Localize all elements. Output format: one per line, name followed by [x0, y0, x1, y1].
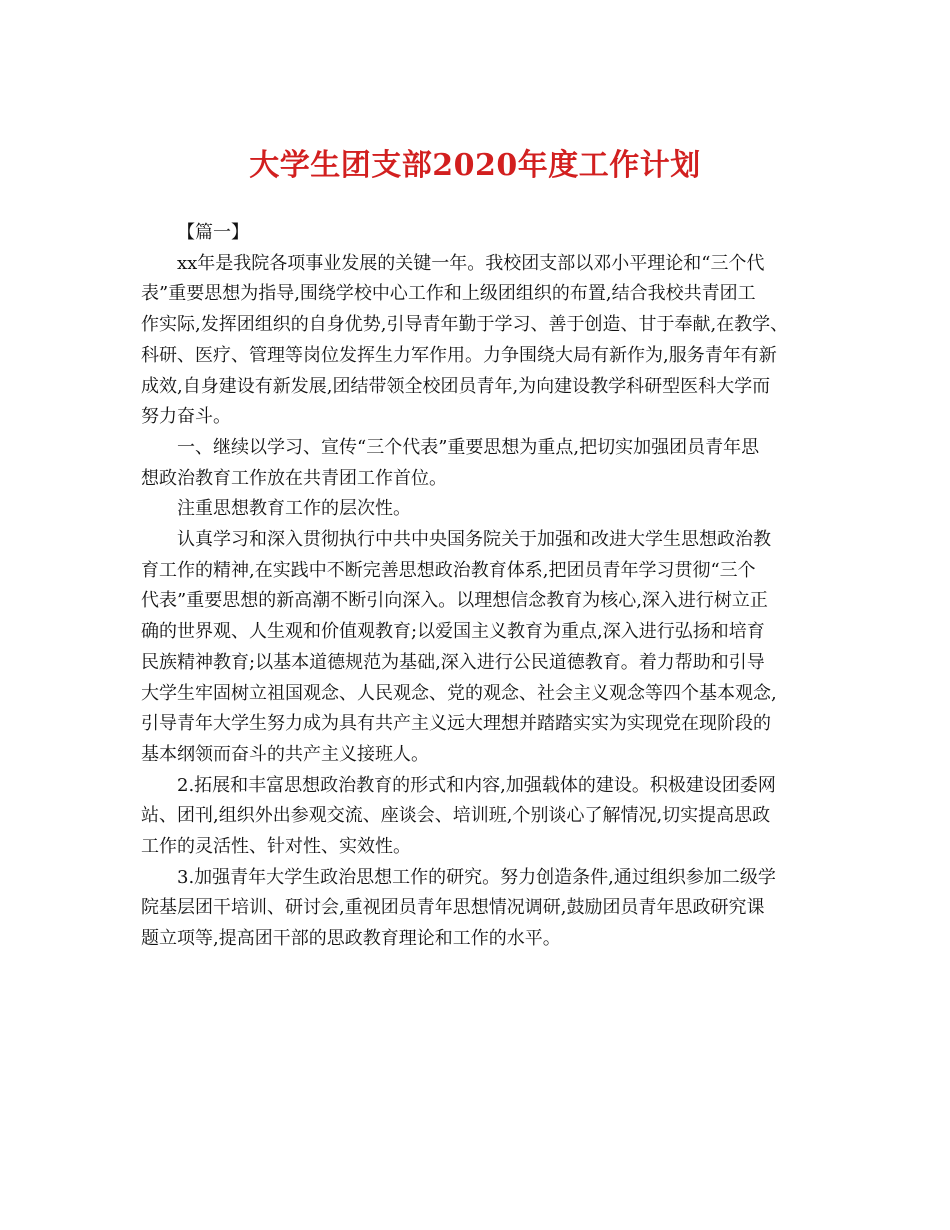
paragraph-line: 育工作的精神,在实践中不断完善思想政治教育体系,把团员青年学习贯彻“三个	[141, 559, 756, 581]
paragraph-line: 工作的灵活性、针对性、实效性。	[141, 836, 411, 858]
paragraph-6	[141, 863, 821, 955]
paragraph-line: 确的世界观、人生观和价值观教育;以爱国主义教育为重点,深入进行弘扬和培育	[141, 621, 765, 643]
paragraph-4	[141, 525, 821, 771]
paragraph-line: 成效,自身建设有新发展,团结带领全校团员青年,为向建设教学科研型医科大学而	[141, 375, 771, 397]
paragraph-line: 注重思想教育工作的层次性。	[177, 498, 411, 520]
paragraph-line: 想政治教育工作放在共青团工作首位。	[141, 467, 447, 489]
paragraph-line: 大学生牢固树立祖国观念、人民观念、党的观念、社会主义观念等四个基本观念,	[141, 682, 777, 704]
paragraph-line: 科研、医疗、管理等岗位发挥生力军作用。力争围绕大局有新作为,服务青年有新	[141, 344, 777, 366]
paragraph-line: 题立项等,提高团干部的思政教育理论和工作的水平。	[141, 928, 561, 950]
document-title: 大学生团支部2020年度工作计划	[249, 148, 701, 183]
document-body	[141, 218, 821, 955]
paragraph-line: 代表”重要思想的新高潮不断引向深入。以理想信念教育为核心,深入进行树立正	[141, 590, 768, 612]
paragraph-line: 基本纲领而奋斗的共产主义接班人。	[141, 743, 429, 765]
paragraph-line: 表”重要思想为指导,围绕学校中心工作和上级团组织的布置,结合我校共青团工	[141, 283, 756, 305]
paragraph-line: 民族精神教育;以基本道德规范为基础,深入进行公民道德教育。着力帮助和引导	[141, 651, 765, 673]
paragraph-line: 作实际,发挥团组织的自身优势,引导青年勤于学习、善于创造、甘于奉献,在教学、	[141, 314, 789, 336]
paragraph-1	[141, 249, 821, 433]
paragraph-line: 引导青年大学生努力成为具有共产主义远大理想并踏踏实实为实现党在现阶段的	[141, 713, 771, 735]
paragraph-line: 一、继续以学习、宣传“三个代表”重要思想为重点,把切实加强团员青年思	[177, 436, 760, 458]
section-label: 【篇一】	[177, 222, 249, 243]
paragraph-5	[141, 771, 821, 863]
paragraph-line: 3.加强青年大学生政治思想工作的研究。努力创造条件,通过组织参加二级学	[177, 866, 776, 888]
paragraph-line: 站、团刊,组织外出参观交流、座谈会、培训班,个别谈心了解情况,切实提高思政	[141, 805, 771, 827]
paragraph-2	[141, 433, 821, 494]
paragraph-line: 2.拓展和丰富思想政治教育的形式和内容,加强载体的建设。积极建设团委网	[177, 774, 776, 796]
paragraph-line: 院基层团干培训、研讨会,重视团员青年思想情况调研,鼓励团员青年思政研究课	[141, 897, 765, 919]
paragraph-line: 努力奋斗。	[141, 406, 231, 428]
paragraph-line: xx年是我院各项事业发展的关键一年。我校团支部以邓小平理论和“三个代	[177, 252, 765, 274]
paragraph-line: 认真学习和深入贯彻执行中共中央国务院关于加强和改进大学生思想政治教	[177, 529, 771, 551]
paragraph-3	[141, 494, 821, 525]
